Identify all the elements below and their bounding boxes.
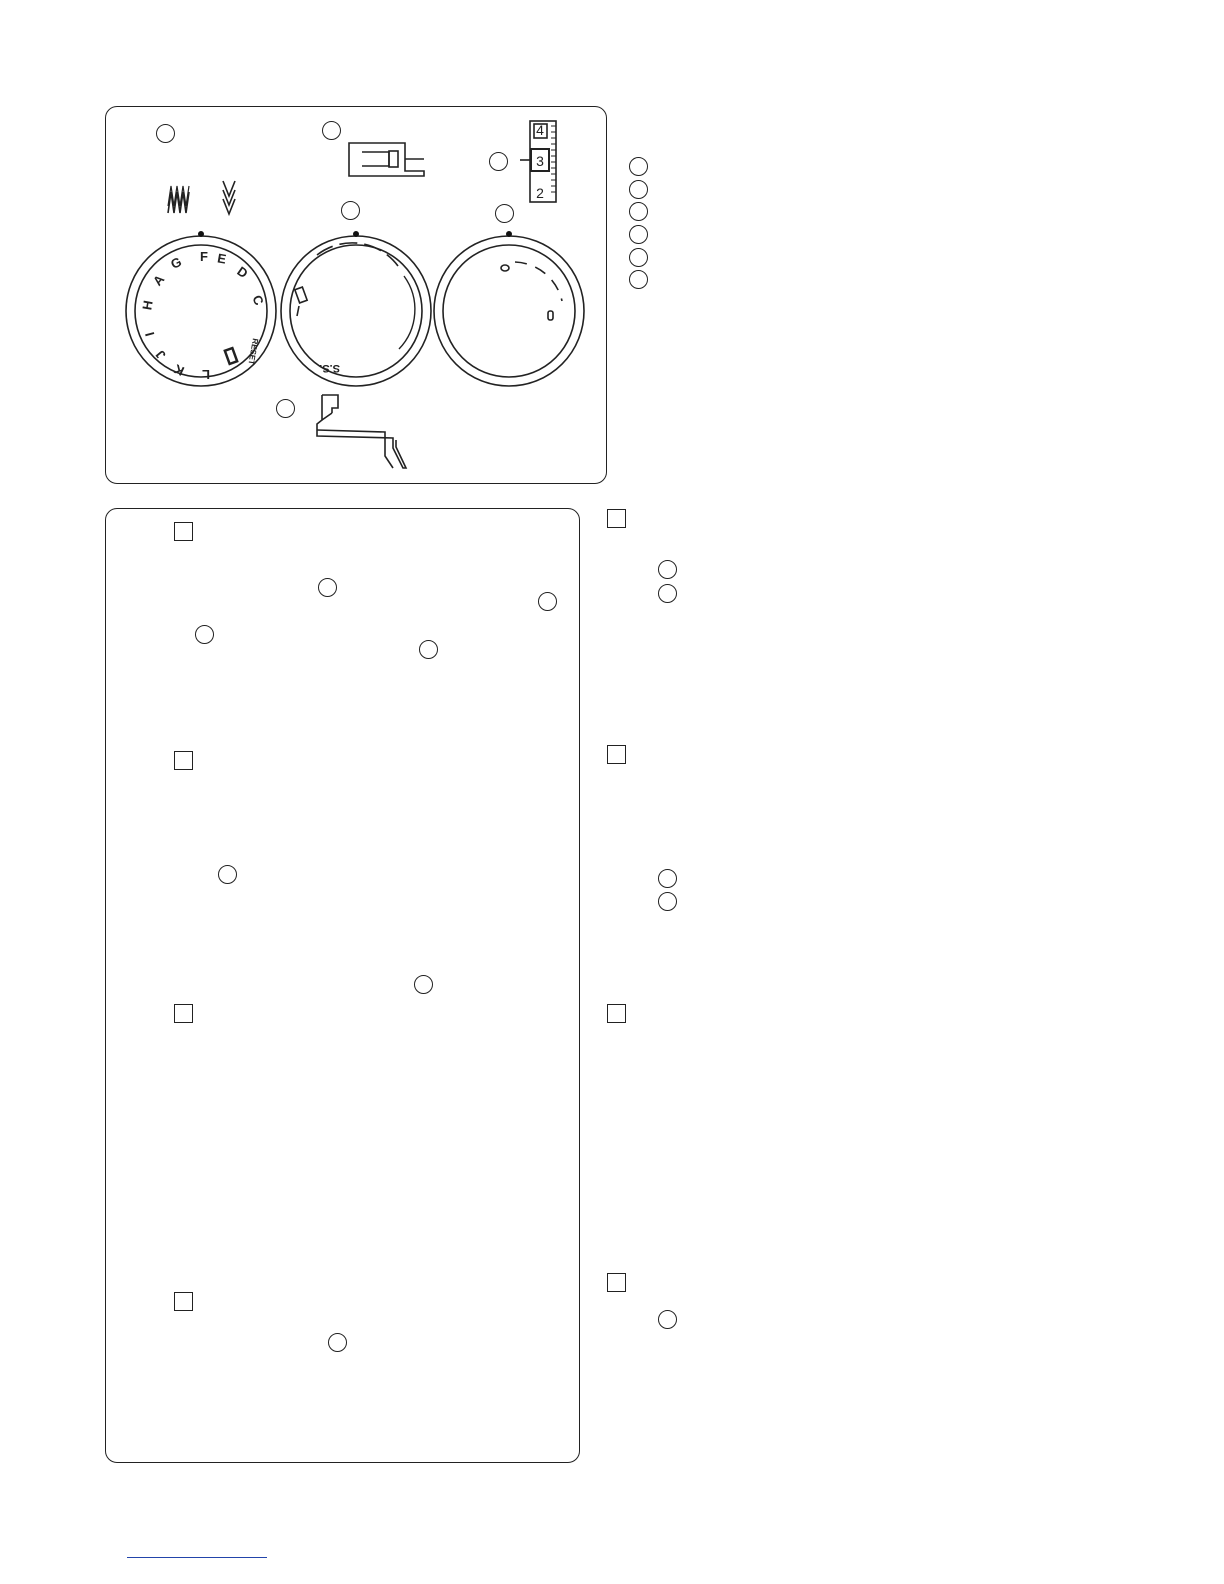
pressure-value-2: 2 — [536, 185, 544, 201]
footer-link-underline[interactable] — [127, 1557, 267, 1558]
callout-circle — [318, 578, 337, 597]
stitch-length-label: S.S. — [319, 362, 340, 374]
legend-marker — [629, 202, 648, 221]
dial-letter-j: J — [152, 347, 169, 363]
legend-marker — [658, 869, 677, 888]
pressure-value-3: 3 — [536, 153, 544, 169]
dial-indicator-dots — [198, 231, 512, 237]
callout-circle — [195, 625, 214, 644]
legend-marker — [629, 270, 648, 289]
pressure-value-4: 4 — [536, 122, 544, 138]
step-2-text-marker — [607, 745, 626, 764]
dial-letter-e: E — [216, 250, 228, 267]
legend-marker — [658, 560, 677, 579]
legend-marker — [658, 584, 677, 603]
stitch-length-dial-icon — [281, 236, 431, 386]
dial-reset-label: RESET — [246, 337, 260, 366]
dial-letter-k: K — [171, 361, 187, 379]
dial-letter-i: I — [141, 330, 158, 338]
dial-letter-f: F — [200, 249, 208, 264]
dial-letter-a: A — [149, 271, 168, 289]
step-2-marker — [174, 751, 193, 770]
dial-letter-d: D — [234, 263, 251, 282]
legend-marker — [658, 892, 677, 911]
dial-letter-l: L — [202, 367, 210, 382]
elastic-blind-hem-icon — [223, 181, 235, 214]
dial-selected-mark-icon — [225, 348, 237, 364]
legend-marker — [629, 225, 648, 244]
callout-circle — [414, 975, 433, 994]
presser-foot-icon — [349, 143, 424, 176]
dial-letter-h: H — [139, 299, 156, 312]
callout-circle — [156, 124, 175, 143]
blind-hem-guide-icon — [317, 395, 406, 468]
callout-circle — [276, 399, 295, 418]
legend-marker — [629, 248, 648, 267]
callout-circle — [322, 121, 341, 140]
step-3-text-marker — [607, 1004, 626, 1023]
callout-circle — [328, 1333, 347, 1352]
step-3-marker — [174, 1004, 193, 1023]
legend-marker — [629, 157, 648, 176]
callout-circle — [341, 201, 360, 220]
legend-marker — [629, 180, 648, 199]
legend-marker — [658, 1310, 677, 1329]
callout-circle — [495, 204, 514, 223]
callout-circle — [218, 865, 237, 884]
blind-hem-stitch-icon — [168, 186, 189, 213]
dial-letter-g: G — [168, 253, 184, 272]
step-1-text-marker — [607, 509, 626, 528]
stitch-width-dial-icon — [434, 236, 584, 386]
callout-circle — [538, 592, 557, 611]
callout-circle — [489, 152, 508, 171]
dial-letter-c: C — [249, 292, 267, 308]
callout-circle — [419, 640, 438, 659]
step-4-text-marker — [607, 1273, 626, 1292]
step-4-marker — [174, 1292, 193, 1311]
hemming-steps-panel — [105, 508, 580, 1463]
step-1-marker — [174, 522, 193, 541]
